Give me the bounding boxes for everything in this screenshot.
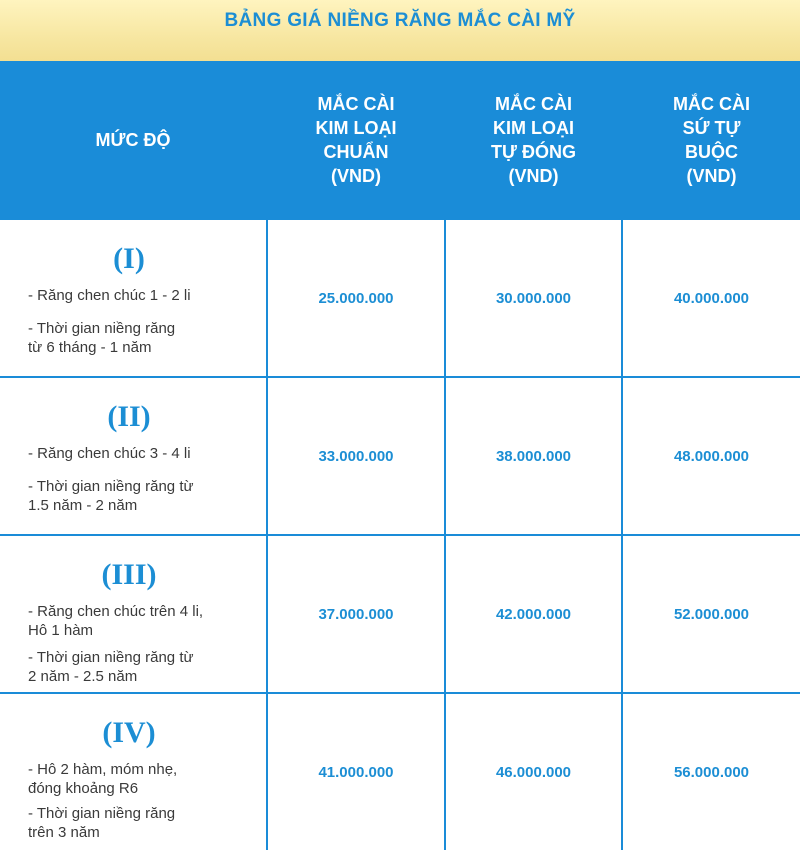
price-cell: 40.000.000 (623, 220, 800, 376)
table-row (0, 694, 800, 850)
level-description: - Răng chen chúc trên 4 li, Hô 1 hàm (28, 603, 204, 639)
price-cell: 48.000.000 (623, 378, 800, 534)
price-cell: 33.000.000 (268, 378, 444, 534)
title-banner (0, 0, 800, 61)
price-cell: 42.000.000 (446, 536, 621, 692)
level-duration: - Thời gian niềng răng từ 1.5 năm - 2 năm (28, 478, 194, 514)
price-cell: 41.000.000 (268, 694, 444, 850)
price-table (0, 61, 800, 850)
column-header-self-ligating-metal: MẮC CÀI KIM LOẠI TỰ ĐÓNG (VND) (446, 61, 621, 218)
column-header-self-ligating-ceramic: MẮC CÀI SỨ TỰ BUỘC (VND) (623, 61, 800, 218)
level-cell (0, 220, 266, 376)
level-duration: - Thời gian niềng răng từ 2 năm - 2.5 năm (28, 649, 194, 685)
level-label: (III) (101, 558, 157, 591)
price-cell: 30.000.000 (446, 220, 621, 376)
table-row (0, 220, 800, 376)
level-cell (0, 536, 266, 692)
price-cell: 38.000.000 (446, 378, 621, 534)
level-description: - Răng chen chúc 3 - 4 li (28, 445, 191, 462)
page-title: BẢNG GIÁ NIỀNG RĂNG MẮC CÀI MỸ (224, 9, 576, 31)
column-header-standard-metal: MẮC CÀI KIM LOẠI CHUẨN (VND) (268, 61, 444, 218)
table-row (0, 536, 800, 692)
level-cell (0, 378, 266, 534)
level-label: (IV) (102, 716, 156, 749)
table-row (0, 378, 800, 534)
level-label: (II) (107, 400, 151, 433)
level-duration: - Thời gian niềng răng trên 3 năm (28, 805, 176, 841)
price-cell: 37.000.000 (268, 536, 444, 692)
price-cell: 25.000.000 (268, 220, 444, 376)
price-cell: 52.000.000 (623, 536, 800, 692)
price-cell: 56.000.000 (623, 694, 800, 850)
price-cell: 46.000.000 (446, 694, 621, 850)
level-cell (0, 694, 266, 850)
level-description: - Hô 2 hàm, móm nhẹ, đóng khoảng R6 (28, 761, 178, 797)
column-header-level: MỨC ĐỘ (0, 61, 266, 218)
level-description: - Răng chen chúc 1 - 2 li (28, 287, 191, 304)
level-label: (I) (113, 242, 145, 275)
level-duration: - Thời gian niềng răng từ 6 tháng - 1 năm (28, 320, 176, 356)
